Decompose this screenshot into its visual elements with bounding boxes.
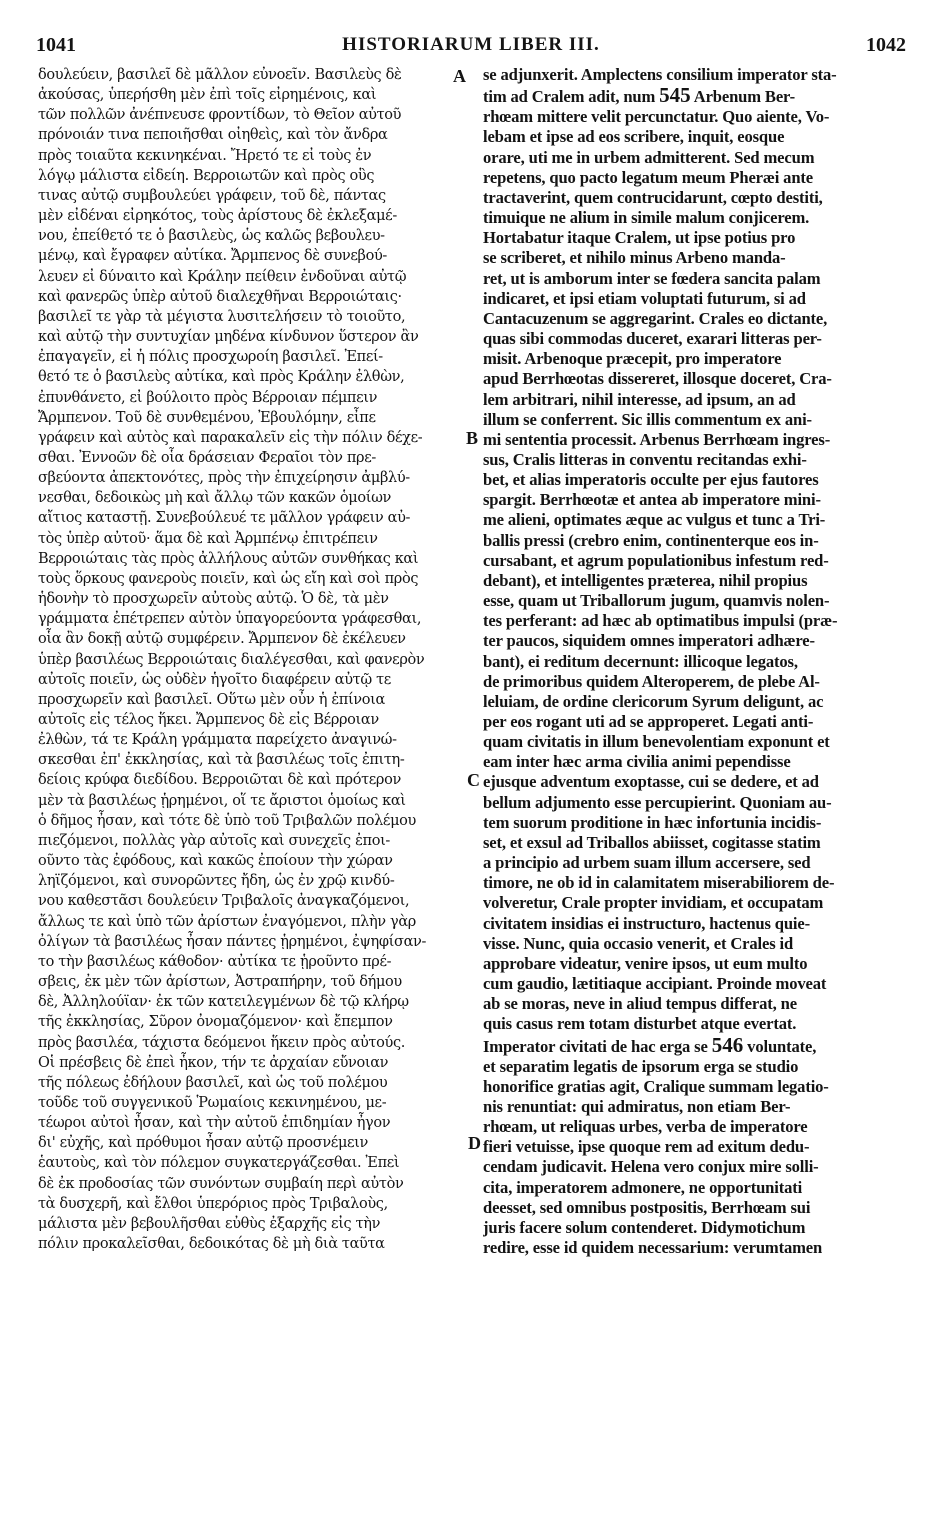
greek-text-line: τῆς πόλεως ἐδήλουν βασιλεῖ, καὶ ὡς τοῦ πολέμου <box>38 1074 388 1091</box>
greek-text-line: Βερροιώταις τὰς πρὸς ἀλλήλους αὐτῶν συνθήκας καὶ <box>38 550 419 567</box>
latin-text-line: nis renuntiat: qui admiratus, non etiam Ber- <box>483 1096 791 1116</box>
latin-text-line: se adjunxerit. Amplectens consilium imperator sta- <box>483 65 837 84</box>
greek-text-line: γράμματα ἐπέτρεπεν αὐτὸν ὑπαγορεύοντα γράφεσθαι, <box>38 611 422 628</box>
latin-text-line: cendam judicavit. Helena vero conjux mire solli- <box>483 1157 819 1177</box>
latin-text-line: deesset, sed omnibus postpositis, Berrhœam sui <box>483 1197 811 1217</box>
latin-text-line: misit. Arbenoque præcepit, pro imperatore <box>483 349 782 369</box>
greek-text-line: νου, ἐπείθετό τε ὁ βασιλεὺς, ὡς καλῶς βεβουλευ- <box>38 228 385 245</box>
right-page-number: 1042 <box>865 33 906 56</box>
latin-text-line: bellum adjumento esse percupierint. Quoniam au- <box>483 792 832 812</box>
greek-text-line: πόλιν προκαλεῖσθαι, δεδοικότας δὲ μὴ διὰ ταῦτα <box>38 1236 385 1253</box>
greek-text-line: τῶν πολλῶν ἀνέπνευσε φροντίδων, τὸ Θεῖον αὐτοῦ <box>38 107 402 124</box>
greek-text-line: ἐπαγαγεῖν, εἰ ἡ πόλις προσχωροίη βασιλεῖ. Ἐπεί- <box>38 349 383 366</box>
greek-text-line: ἐλθὼν, τά τε Κράλη γράμματα παρείχετο ἀναγινώ- <box>38 732 397 749</box>
latin-text-line: ab se moras, neve in aliud tempus differat, ne <box>483 994 797 1014</box>
latin-text-line: esse, quam ut Triballorum jugum, quamvis nolen- <box>483 591 830 611</box>
latin-text-line: illum se conferrent. Sic illis commentum ex ani- <box>483 409 812 429</box>
latin-text-line: repetens, quo pacto legatum meum Pheræi ante <box>483 167 813 187</box>
greek-text-line: ἀκούσας, ὑπερήσθη μὲν ἐπὶ τοῖς εἰρημένοις, καὶ <box>38 87 377 104</box>
greek-text-column <box>38 65 468 1535</box>
latin-text-line: Cantacuzenum se aggregarint. Crales eo dictante, <box>483 308 828 328</box>
latin-text-line: sus, Cralis litteras in conventu recitandas exhi- <box>483 449 807 469</box>
greek-text-line: δὲ ἐκ προδοσίας τῶν συνόντων συμβαίη περὶ αὐτὸν <box>38 1175 404 1192</box>
latin-text-line: timuique ne alium in simile malum conjicerem. <box>483 208 810 228</box>
latin-text-line: tractaverint, quem contrucidarunt, cœpto destiti, <box>483 187 823 207</box>
greek-text-line: ὀλίγων τὰ βασιλέως ἦσαν πάντες ᾑρημένοι, ἐψηφίσαν- <box>38 933 427 950</box>
latin-text-line: honorifice gratias agit, Cralique summam legatio- <box>483 1076 829 1096</box>
greek-text-line: σκεσθαι ἐπ' ἐκκλησίας, καὶ τὰ βασιλέως τοῖς ἐπιτη- <box>38 752 405 769</box>
greek-text-line: Οἱ πρέσβεις δὲ ἐπεὶ ἧκον, τήν τε ἀρχαίαν εὔνοιαν <box>38 1054 389 1071</box>
greek-text-line: δείοις κρύφα διεδίδου. Βερροιῶται δὲ καὶ πρότερον <box>38 772 401 789</box>
inline-page-number: 546 <box>711 1032 744 1057</box>
latin-text-line: timore, ne ob id in calamitatem miserabiliorem de- <box>483 873 835 893</box>
greek-text-line: καὶ αὐτῷ τὴν συντυχίαν μηδένα κίνδυνον ὕστερον ἂν <box>38 329 419 346</box>
latin-text-line: approbare videatur, venire ipsos, ut eum multo <box>483 953 808 973</box>
greek-text-line: λευεν εἰ δύναιτο καὶ Κράλην πείθειν ἐνδοῦναι αὐτῷ <box>38 268 407 285</box>
latin-text-line: tim ad Cralem adit, num 545 Arbenum Ber- <box>483 83 796 108</box>
greek-text-line: αἴτιος καταστῇ. Συνεβούλευέ τε μᾶλλον γράφειν αὐ- <box>38 510 411 527</box>
greek-text-line: σβεύοντα ἀπεκτονότες, πρὸς τὴν ἐπιχείρησιν ἀμβλύ- <box>38 470 410 487</box>
latin-text-line: ret, ut is amborum inter se fœdera sancita palam <box>483 268 821 288</box>
latin-text-line: a principio ad urbem suam illum accersere, sed <box>483 853 811 873</box>
latin-text-line: volveretur, Crale propter invidiam, et occupatam <box>483 893 824 913</box>
greek-text-line: ἐπυνθάνετο, εἰ βούλοιτο πρὸς Βέρροιαν πέμπειν <box>38 389 378 406</box>
greek-text-line: το τὴν βασιλέως κάθοδον· αὐτίκα τε ᾑροῦντο πρέ- <box>38 953 392 970</box>
greek-text-line: τὸς ὑπὲρ αὐτοῦ· ἅμα δὲ καὶ Ἀρμπένῳ ἐπιτρέπειν <box>38 530 378 547</box>
greek-text-line: καὶ φανερῶς ὑπὲρ αὐτοῦ διαλεχθῆναι Βερροιώταις· <box>38 288 402 305</box>
greek-text-line: πρὸς βασιλέα, τάχιστα δεόμενοι ἥκειν πρὸς αὐτούς. <box>38 1034 405 1051</box>
latin-text-line: visse. Nunc, quia occasio venerit, et Crales id <box>483 933 794 953</box>
greek-text-line: τινας αὐτῷ συμβουλεύει γράφειν, τοῦ δὲ, πάντας <box>38 187 386 204</box>
greek-text-line: μὲν εἰδέναι εἰρηκότος, τοὺς ἀρίστους δὲ ἐκλεξαμέ- <box>38 208 397 225</box>
greek-text-line: προσχωρεῖν καὶ βασιλεῖ. Οὕτω μὲν οὖν ἡ ἐπίνοια <box>38 691 385 708</box>
latin-text-line: me alieni, optimates æque ac vulgus et tunc a Tri- <box>483 510 826 530</box>
greek-text-line: μὲν τὰ βασιλέως ᾑρημένοι, οἵ τε ἄριστοι ὁμοίως καὶ <box>38 792 406 809</box>
latin-text-line: apud Berrhœotas dissereret, illosque doceret, Cra- <box>483 369 832 389</box>
greek-text-line: τὰ δυσχερῆ, καὶ ἔλθοι ὑπερόριος πρὸς Τριβαλοὺς, <box>38 1195 388 1212</box>
greek-text-line: γράφειν καὶ αὐτὸς καὶ παρακαλεῖν εἰς τὴν πόλιν δέχε- <box>38 429 423 446</box>
greek-text-line: ἑαυτοὺς, καὶ τὸν πόλεμον συγκατεργάζεσθαι. Ἐπεὶ <box>38 1155 400 1172</box>
greek-text-line: Ἄρμπενον. Τοῦ δὲ συνθεμένου, Ἐβουλόμην, εἶπε <box>38 409 376 426</box>
greek-text-line: αὐτοῖς εἰς τέλος ἥκει. Ἄρμπενος δὲ εἰς Βέρροιαν <box>38 712 379 728</box>
greek-text-line: νου καθεστᾶσι δουλεύειν Τριβαλοῖς ἀναγκαζόμενοι, <box>38 893 410 910</box>
greek-text-line: ἡδονὴν τὸ προσχωρεῖν αὐτοὺς αὐτῷ. Ὁ δὲ, τὰ μὲν <box>38 591 389 608</box>
latin-text-line: Hortabatur itaque Cralem, ut ipse potius pro <box>483 228 796 248</box>
greek-text-line: δι' εὐχῆς, καὶ πρόθυμοι ἦσαν αὐτῷ προσνέμειν <box>38 1135 368 1152</box>
latin-text-line: quis casus rem totam disturbet atque evertat. <box>483 1014 797 1034</box>
latin-text-line: indicaret, et ipsi etiam voluptati futurum, si ad <box>483 288 806 308</box>
latin-text-line: tes perferant: ad hæc ab optimatibus impulsi (præ- <box>483 611 838 631</box>
latin-text-line: quam civitatis in illum benevolentiam exponunt et <box>483 732 830 752</box>
greek-text-line: ἄλλως τε καὶ ὑπὸ τῶν ἀρίστων ἐναγόμενοι, πλὴν γὰρ <box>38 913 416 930</box>
greek-text-line: τῆς ἐκκλησίας, Σῦρον ὀνομαζόμενον· καὶ ἔπεμπον <box>38 1014 393 1031</box>
greek-text-line: μένῳ, καὶ ἔγραφεν αὐτίκα. Ἄρμπενος δὲ συνεβού- <box>38 248 387 265</box>
greek-text-line: οῦντο τὰς ἐφόδους, καὶ κακῶς ἐποίουν τὴν χώραν <box>38 853 393 870</box>
greek-text-line: τοὺς ὅρκους φανεροὺς ποιεῖν, καὶ ὡς εἴη καὶ σοὶ πρὸς <box>38 570 419 587</box>
latin-text-line: per eos rogant uti ad se approperet. Legati anti- <box>483 712 814 731</box>
greek-text-line: νεσθαι, δεδοικὼς μὴ καὶ ἄλλῳ τῶν κακῶν ὁμοίων <box>38 490 392 507</box>
section-marker-b: B <box>466 428 479 448</box>
latin-text-line: rhœam mittere velit percunctatur. Quo aiente, Vo- <box>483 107 830 127</box>
latin-text-line: quas sibi commodas duceret, exarari litteras per- <box>483 329 822 349</box>
greek-text-line: ληϊζόμενοι, καὶ συνορῶντες ἤδη, ὡς ἐν χρῷ κινδύ- <box>38 873 395 890</box>
section-marker-a: A <box>453 66 466 86</box>
latin-text-line: lebam et ipse ad eos scribere, inquit, eosque <box>483 127 785 147</box>
latin-text-line: tem suorum proditione in hæc infortunia incidis- <box>483 812 822 832</box>
greek-text-line: ὁ δῆμος ἦσαν, καὶ τότε δὲ ὑπὸ τοῦ Τριβαλῶν πολέμου <box>38 812 416 829</box>
latin-text-line: fieri vetuisse, ipse quoque rem ad exitum dedu- <box>483 1137 810 1157</box>
greek-text-line: σθαι. Ἐννοῶν δὲ οἷα δράσειαν Φεραῖοι τὸν πρε- <box>38 449 376 466</box>
left-page-number: 1041 <box>36 33 76 56</box>
greek-text-line: λόγῳ μάλιστα εἰδείη. Βερροιωτῶν καὶ πρὸς οὓς <box>38 167 375 184</box>
greek-text-line: πρόνοιάν τινα πεποιῆσθαι οἰηθεὶς, καὶ τὸν ἄνδρα <box>38 127 388 144</box>
latin-text-line: lem arbitrari, nihil interesse, ad ipsum, an ad <box>483 389 796 409</box>
inline-page-number: 545 <box>659 83 691 108</box>
latin-text-line: et separatim legatis de ipsorum erga se studio <box>483 1056 799 1076</box>
latin-text-line: civitatem insidias ei instructuro, hactenus quie- <box>483 913 810 933</box>
latin-text-line: ejusque adventum exoptasse, cui se dedere, et ad <box>483 772 819 792</box>
latin-text-line: redire, esse id quidem necessarium: verumtamen <box>483 1238 823 1258</box>
greek-text-line: οἷα ἂν δοκῇ αὐτῷ συμφέρειν. Ἄρμπενον δὲ ἐκέλευεν <box>38 631 406 648</box>
latin-text-line: juris facere solum contenderet. Didymotichum <box>483 1217 806 1237</box>
latin-text-line: mi sententia processit. Arbenus Berrhœam ingres- <box>483 429 831 449</box>
latin-text-line: leluiam, de ordine clericorum Syrum deligunt, ac <box>483 691 824 711</box>
latin-text-line: cum gaudio, lætitiaque accipiant. Proinde moveat <box>483 974 827 994</box>
running-title: HISTORIARUM LIBER III. <box>342 34 600 55</box>
greek-text-line: σβεις, ἐκ μὲν τῶν ἀρίστων, Ἀστραπήρην, τοῦ δήμου <box>38 974 402 991</box>
greek-text-line: πιεζόμενοι, πολλὰς γὰρ αὐτοῖς καὶ συνεχεῖς ἐποι- <box>38 832 390 849</box>
section-marker-d: D <box>468 1133 481 1153</box>
latin-text-line: cursabant, et agrum populationibus infestum red- <box>483 550 829 570</box>
greek-text-line: τέωροι αὐτοὶ ἦσαν, καὶ τὴν αὐτοῦ ἐπιδημίαν ἦγον <box>38 1115 391 1132</box>
greek-text-line: μάλιστα μὲν βεβουλῆσθαι εὐθὺς ἐξαρχῆς εἰς τὴν <box>38 1215 381 1232</box>
latin-text-line: bet, et alias imperatoris occulte per ejus fautores <box>483 470 819 490</box>
latin-text-line: cita, imperatorem admonere, ne opportunitati <box>483 1177 803 1197</box>
greek-text-line: βασιλεῖ τε γὰρ τὰ μέγιστα λυσιτελήσειν τὸ τοιοῦτο, <box>38 308 406 325</box>
latin-text-line: spargit. Berrhœotæ et antea ab imperatore mini- <box>483 490 821 510</box>
greek-text-line: τοῦδε τοῦ συγγενικοῦ Ῥωμαίοις κεκινημένου, με- <box>38 1094 387 1111</box>
latin-text-line: eam inter hæc arma civilia animi pependisse <box>483 752 791 772</box>
greek-text-line: δὲ, Ἀλληλούϊαν· ἐκ τῶν κατειλεγμένων δὲ τῷ κλήρῳ <box>38 994 409 1011</box>
latin-text-line: set, et exsul ad Triballos abiisset, cogitasse statim <box>483 832 821 852</box>
running-header <box>36 30 906 60</box>
latin-text-line: ter paucos, siquidem omnes imperatori adhære- <box>483 631 815 651</box>
greek-text-line: ὑπὲρ βασιλέως Βερροιώταις διαλέγεσθαι, καὶ φανερὸν <box>38 651 425 668</box>
latin-text-line: orare, uti me in urbem admitterent. Sed mecum <box>483 147 815 167</box>
latin-text-line: de primoribus quidem Alteroperem, de plebe Al- <box>483 671 820 691</box>
greek-text-line: θετό τε ὁ βασιλεὺς αὐτίκα, καὶ πρὸς Κράλην ἐλθὼν, <box>38 369 405 386</box>
latin-text-line: Imperator civitati de hac erga se 546 voluntate, <box>483 1032 817 1057</box>
latin-text-column <box>483 65 915 1535</box>
greek-text-line: πρὸς τοιαῦτα κεκινηκέναι. Ἤρετό τε εἰ τοὺς ἐν <box>38 147 372 164</box>
latin-text-line: debant), et intelligentes præterea, nihil propius <box>483 570 808 590</box>
latin-text-line: se scriberet, et nihilo minus Arbeno manda- <box>483 248 786 268</box>
latin-text-line: bant), ei reditum decernunt: illicoque legatos, <box>483 651 798 671</box>
section-marker-c: C <box>467 770 480 790</box>
greek-text-line: δουλεύειν, βασιλεῖ δὲ μᾶλλον εὐνοεῖν. Βασιλεὺς δὲ <box>38 67 402 83</box>
latin-text-line: ballis pressi (crebro enim, continenterque eos in- <box>483 530 819 550</box>
greek-text-line: αὐτοῖς ποιεῖν, ὡς οὐδὲν ἡγοῖτο διαφέρειν αὐτῷ τε <box>38 671 391 688</box>
latin-text-line: rhœam, ut reliquas urbes, verba de imperatore <box>483 1117 808 1137</box>
